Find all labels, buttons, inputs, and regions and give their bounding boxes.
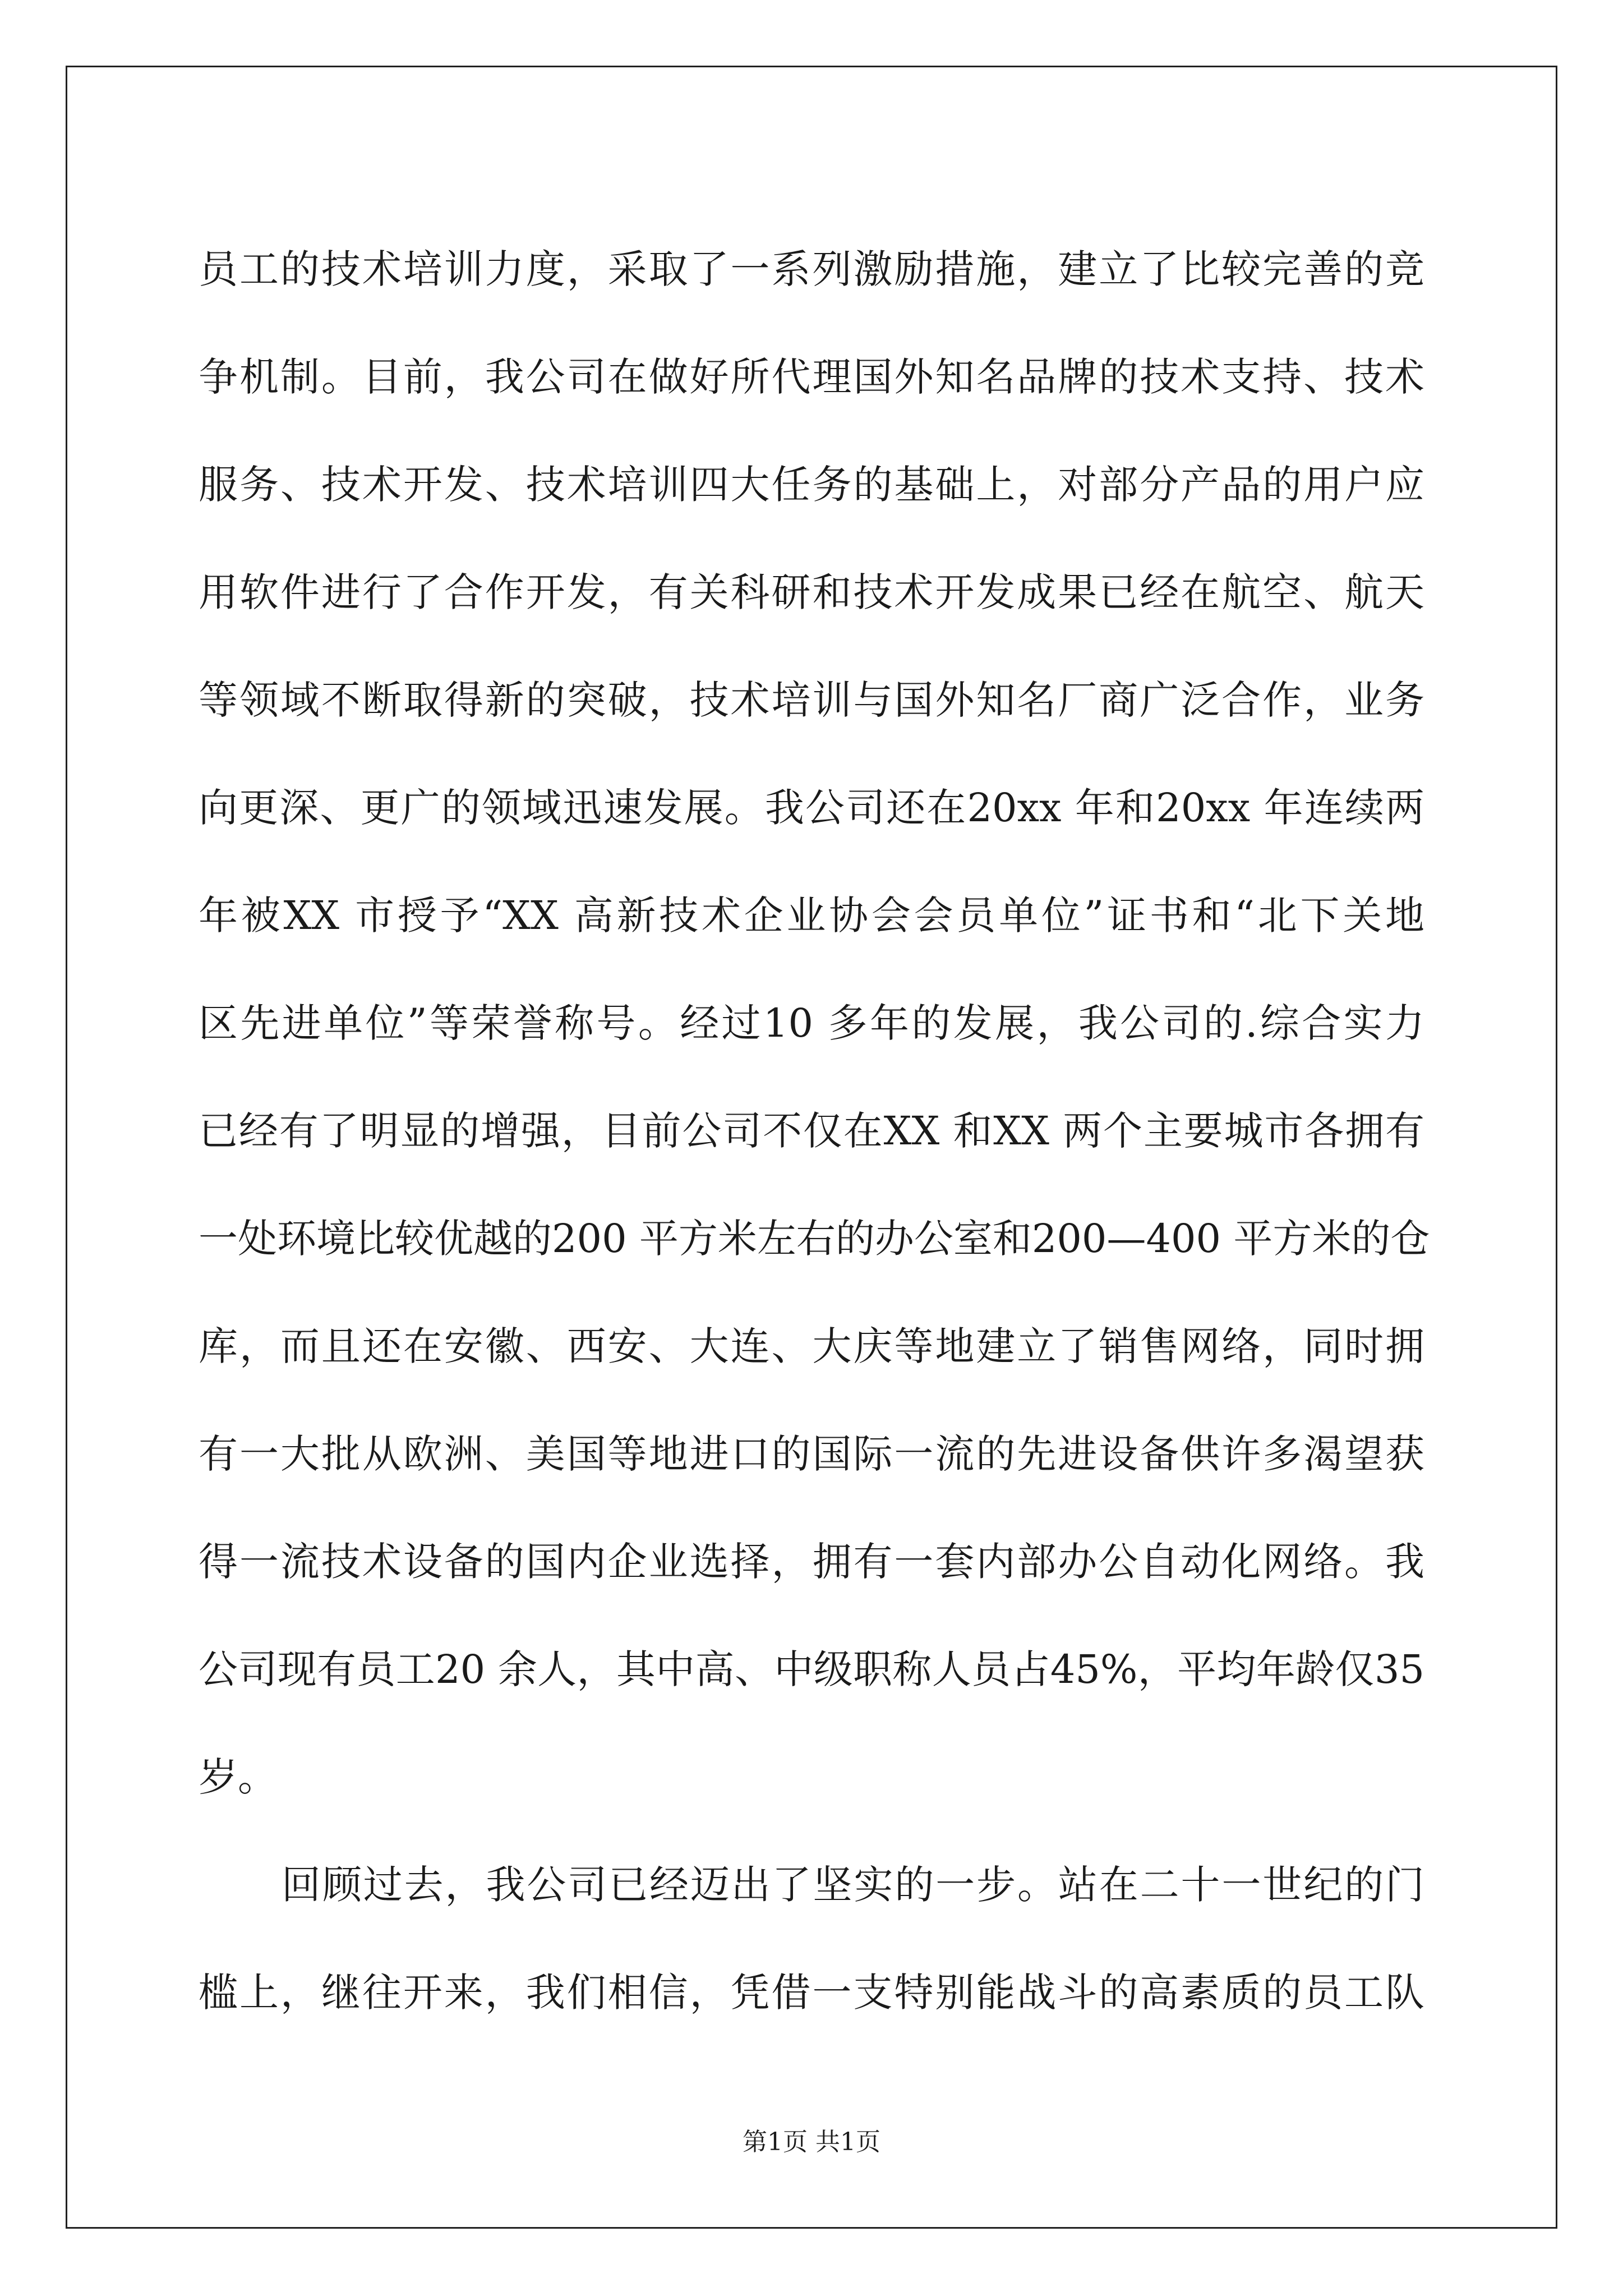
body-line: 服务、技术开发、技术培训四大任务的基础上，对部分产品的用户应 (199, 462, 1424, 508)
body-line: 槛上，继往开来，我们相信，凭借一支特别能战斗的高素质的员工队 (199, 1970, 1424, 2016)
body-line: 岁。 (199, 1754, 277, 1800)
body-line: 员工的技术培训力度，采取了一系列激励措施，建立了比较完善的竞 (199, 246, 1424, 292)
document-body (199, 215, 1430, 2046)
body-line: 有一大批从欧洲、美国等地进口的国际一流的先进设备供许多渴望获 (199, 1431, 1424, 1477)
body-line: 已经有了明显的增强，目前公司不仅在XX 和XX 两个主要城市各拥有 (199, 1108, 1424, 1154)
page-footer: 第1页 共1页 (743, 2128, 880, 2156)
body-line: 公司现有员工20 余人，其中高、中级职称人员占45%，平均年龄仅35 (199, 1646, 1424, 1692)
body-line: 等领域不断取得新的突破，技术培训与国外知名厂商广泛合作，业务 (199, 677, 1424, 723)
body-line: 区先进单位”等荣誉称号。经过10 多年的发展，我公司的.综合实力 (199, 1000, 1424, 1046)
body-line: 年被XX 市授予“XX 高新技术企业协会会员单位”证书和“北下关地 (199, 892, 1424, 938)
body-line: 一处环境比较优越的200 平方米左右的办公室和200—400 平方米的仓 (199, 1216, 1430, 1262)
body-line: 回顾过去，我公司已经迈出了坚实的一步。站在二十一世纪的门 (282, 1862, 1424, 1908)
body-line: 库，而且还在安徽、西安、大连、大庆等地建立了销售网络，同时拥 (199, 1323, 1424, 1369)
body-line: 争机制。目前，我公司在做好所代理国外知名品牌的技术支持、技术 (199, 354, 1424, 400)
body-line: 得一流技术设备的国内企业选择，拥有一套内部办公自动化网络。我 (199, 1539, 1424, 1585)
body-line: 向更深、更广的领域迅速发展。我公司还在20xx 年和20xx 年连续两 (199, 785, 1424, 831)
body-line: 用软件进行了合作开发，有关科研和技术开发成果已经在航空、航天 (199, 569, 1424, 615)
